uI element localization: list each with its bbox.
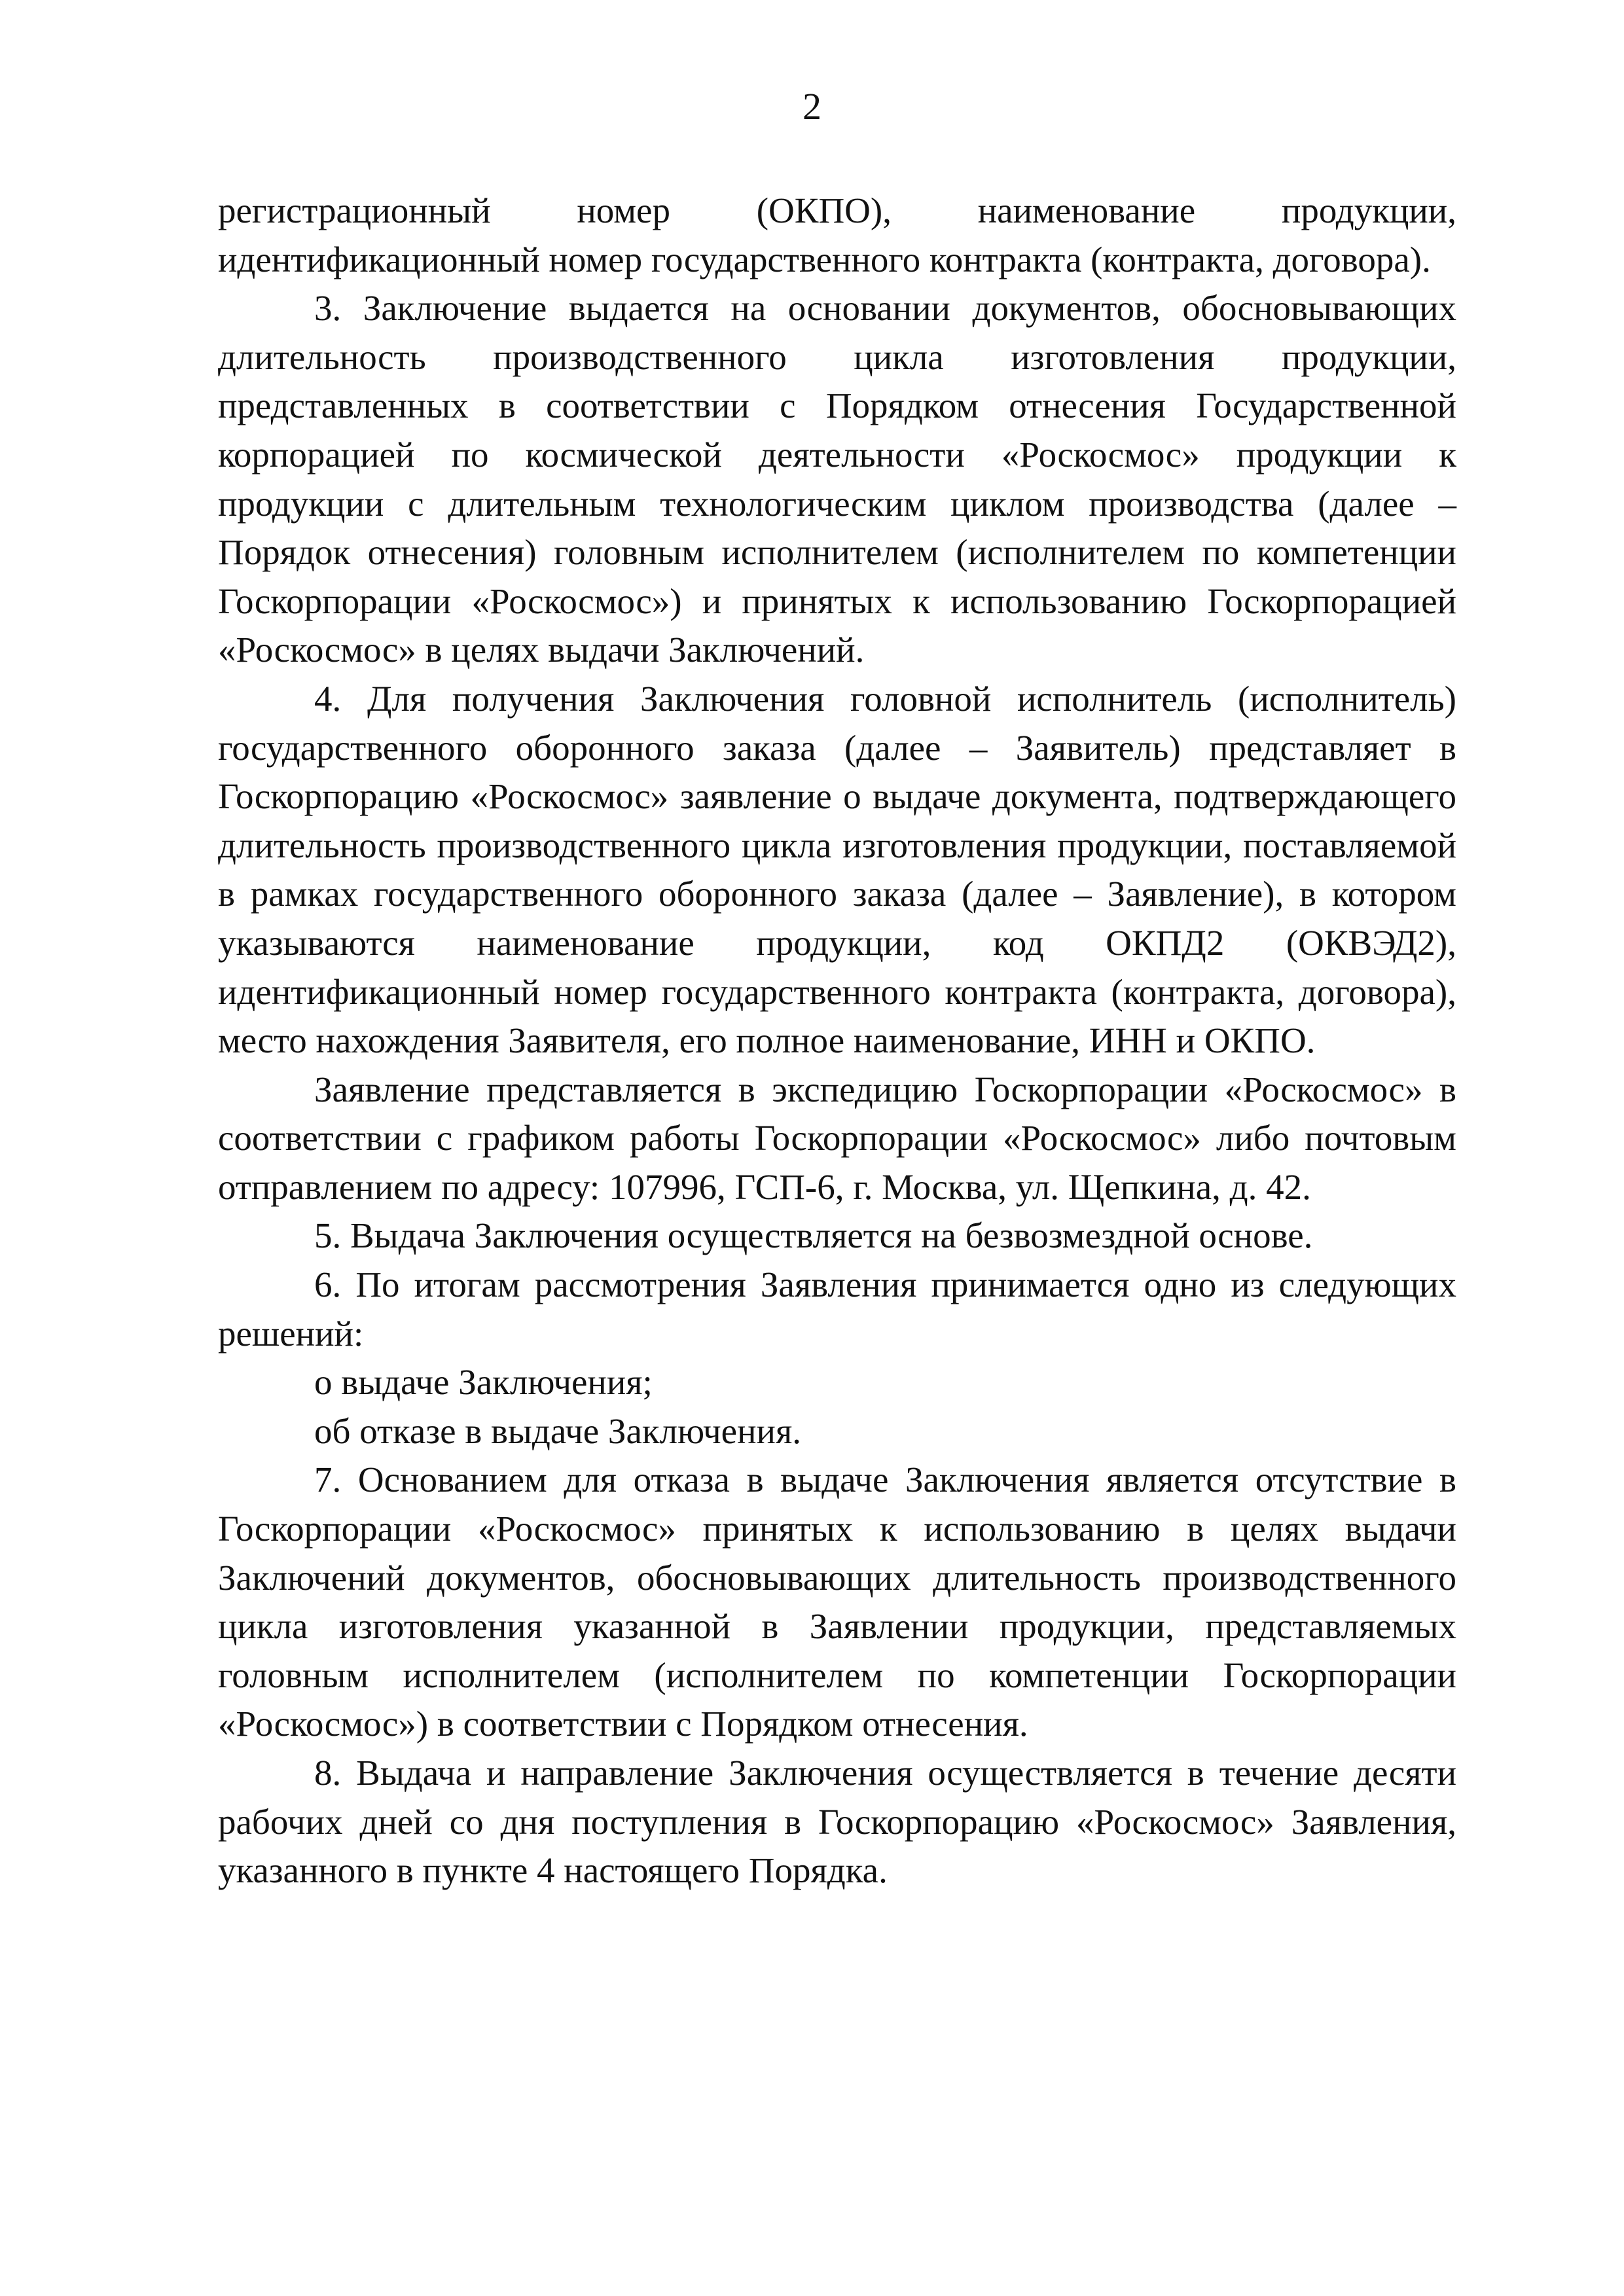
paragraph-7: 7. Основанием для отказа в выдаче Заключения является отсутствие в Госкорпорации «Роскосмос» принятых к использованию в целях выдачи Заключений документов, обосновывающих длительность производственного цикла изготовления указанной в Заявлении продукции, представляемых головным исполнителем (исполнителем по компетенции Госкорпорации «Роскосмос») в соответствии с Порядком отнесения. — [218, 1460, 1456, 1744]
paragraph-8: 8. Выдача и направление Заключения осуществляется в течение десяти рабочих дней со дня поступления в Госкорпорацию «Роскосмос» Заявления, указанного в пункте 4 настоящего Порядка. — [218, 1753, 1456, 1891]
document-body — [218, 187, 1456, 1895]
decision-refusal: об отказе в выдаче Заключения. — [314, 1410, 802, 1451]
paragraph-3: 3. Заключение выдается на основании документов, обосновывающих длительность производственного цикла изготовления продукции, представленных в соответствии с Порядком отнесения Государственной корпорацией по космической деятельности «Роскосмос» продукции к продукции с длительным технологическим циклом производства (далее – Порядок отнесения) головным исполнителем (исполнителем по компетенции Госкорпорации «Роскосмос») и принятых к использованию Госкорпорацией «Роскосмос» в целях выдачи Заключений. — [218, 288, 1456, 670]
paragraph-4-application: Заявление представляется в экспедицию Госкорпорации «Роскосмос» в соответствии с графиком работы Госкорпорации «Роскосмос» либо почтовым отправлением по адресу: 107996, ГСП-6, г. Москва, ул. Щепкина, д. 42. — [218, 1069, 1456, 1207]
paragraph-6: 6. По итогам рассмотрения Заявления принимается одно из следующих решений: — [218, 1265, 1456, 1354]
paragraph-4: 4. Для получения Заключения головной исполнитель (исполнитель) государственного оборонного заказа (далее – Заявитель) представляет в Госкорпорацию «Роскосмос» заявление о выдаче документа, подтверждающего длительность производственного цикла изготовления продукции, поставляемой в рамках государственного оборонного заказа (далее – Заявление), в котором указываются наименование продукции, код ОКПД2 (ОКВЭД2), идентификационный номер государственного контракта (контракта, договора), место нахождения Заявителя, его полное наименование, ИНН и ОКПО. — [218, 678, 1456, 1061]
decision-issue: о выдаче Заключения; — [314, 1362, 653, 1403]
paragraph-continuation: регистрационный номер (ОКПО), наименование продукции, идентификационный номер государственного контракта (контракта, договора). — [218, 190, 1456, 279]
page-number: 2 — [803, 85, 821, 128]
paragraph-5: 5. Выдача Заключения осуществляется на безвозмездной основе. — [314, 1215, 1313, 1256]
